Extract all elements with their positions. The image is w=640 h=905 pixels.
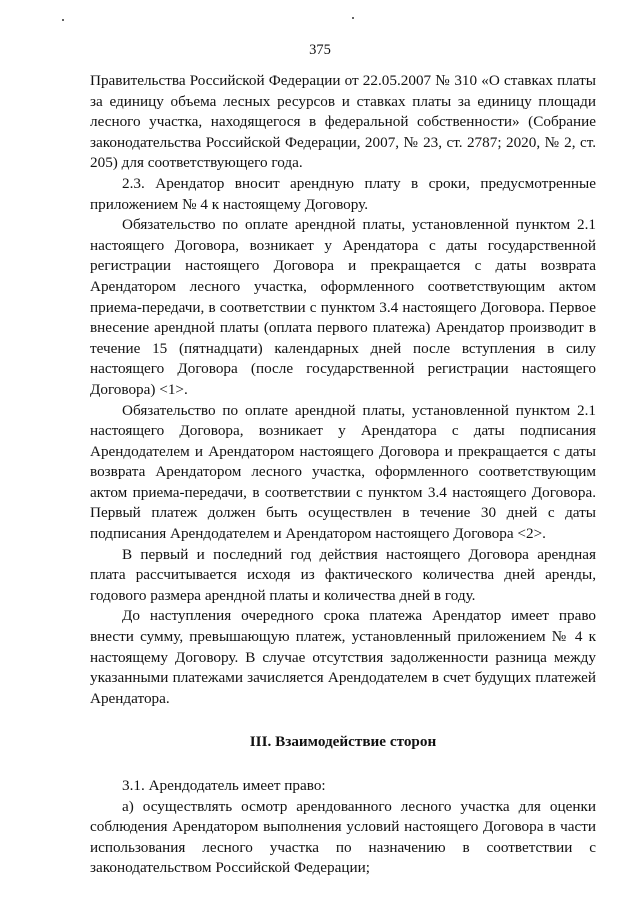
scan-speck xyxy=(62,19,64,21)
page-number: 375 xyxy=(309,42,331,58)
paragraph: 2.3. Арендатор вносит арендную плату в сроки, предусмотренные приложением № 4 к настоящему Договору. xyxy=(90,174,596,213)
paragraph: Обязательство по оплате арендной платы, установленной пунктом 2.1 настоящего Договора, возникает у Арендатора с даты подписания Арендодателем и Арендатором настоящего Договора и прекращается с даты возврата Арендатором лесного участка, оформленного соответствующим актом приема-передачи, в соответствии с пунктом 3.4 настоящего Договора. Первый платеж должен быть осуществлен в течение 30 дней с даты подписания Арендодателем и Арендатором настоящего Договора <2>. xyxy=(90,401,596,543)
paragraph: Правительства Российской Федерации от 22.05.2007 № 310 «О ставках платы за единицу объема лесных ресурсов и ставках платы за единицу площади лесного участка, находящегося в федеральной собственности» (Собрание законодательства Российской Федерации, 2007, № 23, ст. 2787; 2020, № 2, ст. 205) для соответствующего года. xyxy=(90,72,596,172)
paragraph: а) осуществлять осмотр арендованного лесного участка для оценки соблюдения Арендатором выполнения условий настоящего Договора в части использования лесного участка по назначению в соответствии с законодательством Российской Федерации; xyxy=(90,797,596,877)
spacer xyxy=(90,709,596,732)
scan-speck xyxy=(352,17,354,19)
document-body xyxy=(90,71,596,879)
section-heading: III. Взаимодействие сторон xyxy=(249,733,437,751)
spacer xyxy=(90,753,596,776)
paragraph: До наступления очередного срока платежа Арендатор имеет право внести сумму, превышающую платеж, установленный приложением № 4 к настоящему Договору. В случае отсутствия задолженности разница между указанными платежами зачисляется Арендодателем в счет будущих платежей Арендатора. xyxy=(90,607,596,707)
paragraph: Обязательство по оплате арендной платы, установленной пунктом 2.1 настоящего Договора, возникает у Арендатора с даты государственной регистрации настоящего Договора и прекращается с даты возврата Арендатором лесного участка, оформленного соответствующим актом приема-передачи, в соответствии с пунктом 3.4 настоящего Договора. Первое внесение арендной платы (оплата первого платежа) Арендатор производит в течение 15 (пятнадцати) календарных дней после вступления в силу настоящего Договора (после государственной регистрации настоящего Договора) <1>. xyxy=(90,216,596,398)
paragraph: В первый и последний год действия настоящего Договора арендная плата рассчитывается исходя из фактического количества дней аренды, годового размера арендной платы и количества дней в году. xyxy=(90,545,596,604)
paragraph: 3.1. Арендодатель имеет право: xyxy=(122,777,326,794)
